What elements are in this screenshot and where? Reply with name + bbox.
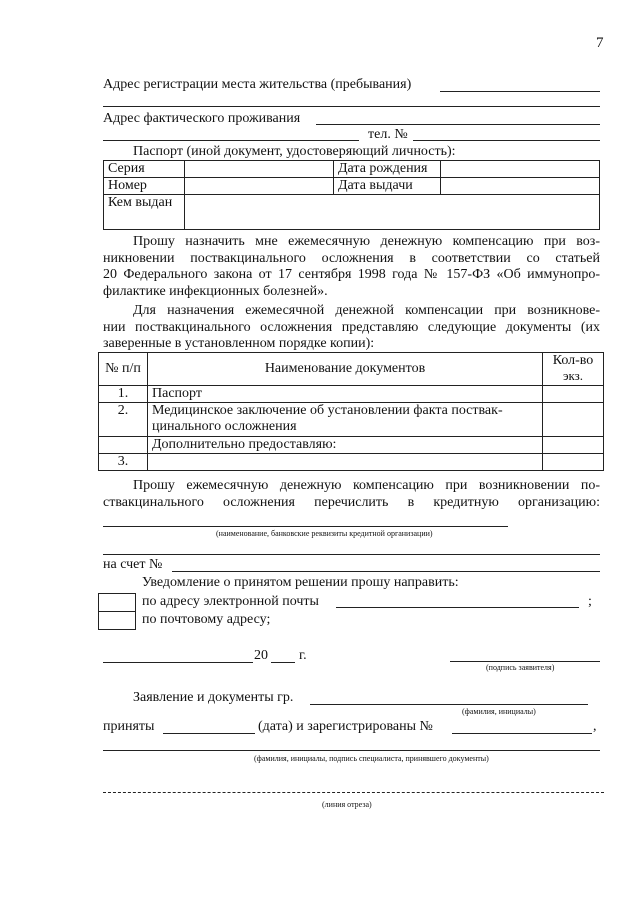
received-label: приняты — [103, 719, 155, 734]
bank-field[interactable] — [103, 526, 508, 527]
row-3-num: 3. — [99, 454, 148, 471]
series-label: Серия — [104, 161, 185, 178]
notify-email-checkbox[interactable] — [98, 593, 136, 612]
account-label: на счет № — [103, 557, 163, 572]
notify-post-checkbox[interactable] — [98, 611, 136, 630]
phone-label: тел. № — [368, 127, 408, 142]
date-year: 20 — [254, 648, 268, 663]
passport-label: Паспорт (иной документ, удостоверяющий личность): — [133, 144, 456, 159]
notify-email-label: по адресу электронной почты — [142, 594, 319, 609]
col-name-header: Наименование документов — [148, 353, 543, 386]
transfer-paragraph: Прошу ежемесячную денежную компенсацию при возникновении по- ствакцинального осложнения перечислить в кредитную организацию: — [103, 478, 600, 510]
specialist-field[interactable] — [103, 750, 600, 751]
specialist-caption: (фамилия, инициалы, подпись специалиста, принявшего документы) — [254, 754, 489, 763]
bank-caption: (наименование, банковские реквизиты кредитной организации) — [216, 529, 433, 538]
number-field[interactable] — [185, 178, 334, 195]
documents-paragraph: Для назначения ежемесячной денежной компенсации при возникнове- нии поствакцинального осложнения представляю следующие документы (их заверенные в установленном порядке копии): — [103, 303, 600, 351]
passport-table — [103, 160, 600, 230]
row-2-qty[interactable] — [543, 403, 604, 437]
issue-date-label: Дата выдачи — [334, 178, 441, 195]
date-field[interactable] — [103, 662, 253, 663]
account-field[interactable] — [172, 571, 600, 572]
actual-address-label: Адрес фактического проживания — [103, 111, 301, 126]
cut-line-caption: (линия отреза) — [322, 800, 372, 809]
documents-table — [98, 352, 604, 471]
row-3-qty[interactable] — [543, 454, 604, 471]
request-paragraph: Прошу назначить мне ежемесячную денежную компенсацию при воз- никновении поствакцинального осложнения в соответствии со статьей 20 Федерального закона от 17 сентября 1998 года № 157-ФЗ «Об иммунопро- филактике инфекционных болезней». — [103, 234, 600, 299]
series-field[interactable] — [185, 161, 334, 178]
page-number: 7 — [596, 35, 604, 51]
phone-field[interactable] — [413, 140, 600, 141]
registration-number-field[interactable] — [452, 733, 592, 734]
notify-email-end: ; — [588, 594, 592, 609]
row-1-num: 1. — [99, 386, 148, 403]
cut-line — [103, 792, 604, 793]
reg-address-field[interactable] — [440, 91, 600, 92]
col-qty-header: Кол-во экз. — [543, 353, 604, 386]
row-additional-qty[interactable] — [543, 437, 604, 454]
notify-email-field[interactable] — [336, 607, 579, 608]
issued-by-field[interactable] — [185, 195, 600, 230]
actual-address-field-2[interactable] — [103, 140, 359, 141]
applicant-name-field[interactable] — [310, 704, 588, 705]
bank-field-2[interactable] — [103, 554, 600, 555]
row-2-num: 2. — [99, 403, 148, 437]
number-label: Номер — [104, 178, 185, 195]
applicant-signature-field[interactable] — [450, 661, 600, 662]
issue-date-field[interactable] — [441, 178, 600, 195]
actual-address-field[interactable] — [316, 124, 600, 125]
row-1-qty[interactable] — [543, 386, 604, 403]
birth-date-field[interactable] — [441, 161, 600, 178]
row-3-name[interactable] — [148, 454, 543, 471]
row-2-name: Медицинское заключение об установлении факта поствак- цинального осложнения — [148, 403, 543, 437]
applicant-signature-caption: (подпись заявителя) — [486, 663, 555, 672]
date-registered-label: (дата) и зарегистрированы № — [258, 719, 433, 734]
issued-by-label: Кем выдан — [104, 195, 185, 230]
row-additional-num — [99, 437, 148, 454]
comma: , — [593, 719, 597, 734]
row-1-name: Паспорт — [148, 386, 543, 403]
row-additional-name: Дополнительно предоставляю: — [148, 437, 543, 454]
notify-post-label: по почтовому адресу; — [142, 612, 271, 627]
name-caption: (фамилия, инициалы) — [462, 707, 536, 716]
col-num-header: № п/п — [99, 353, 148, 386]
reg-address-field-2[interactable] — [103, 106, 600, 107]
year-field[interactable] — [271, 662, 295, 663]
notify-label: Уведомление о принятом решении прошу направить: — [142, 575, 459, 590]
birth-date-label: Дата рождения — [334, 161, 441, 178]
received-date-field[interactable] — [163, 733, 255, 734]
reg-address-label: Адрес регистрации места жительства (пребывания) — [103, 77, 412, 92]
accepted-label: Заявление и документы гр. — [133, 690, 294, 705]
date-suffix: г. — [299, 648, 307, 663]
